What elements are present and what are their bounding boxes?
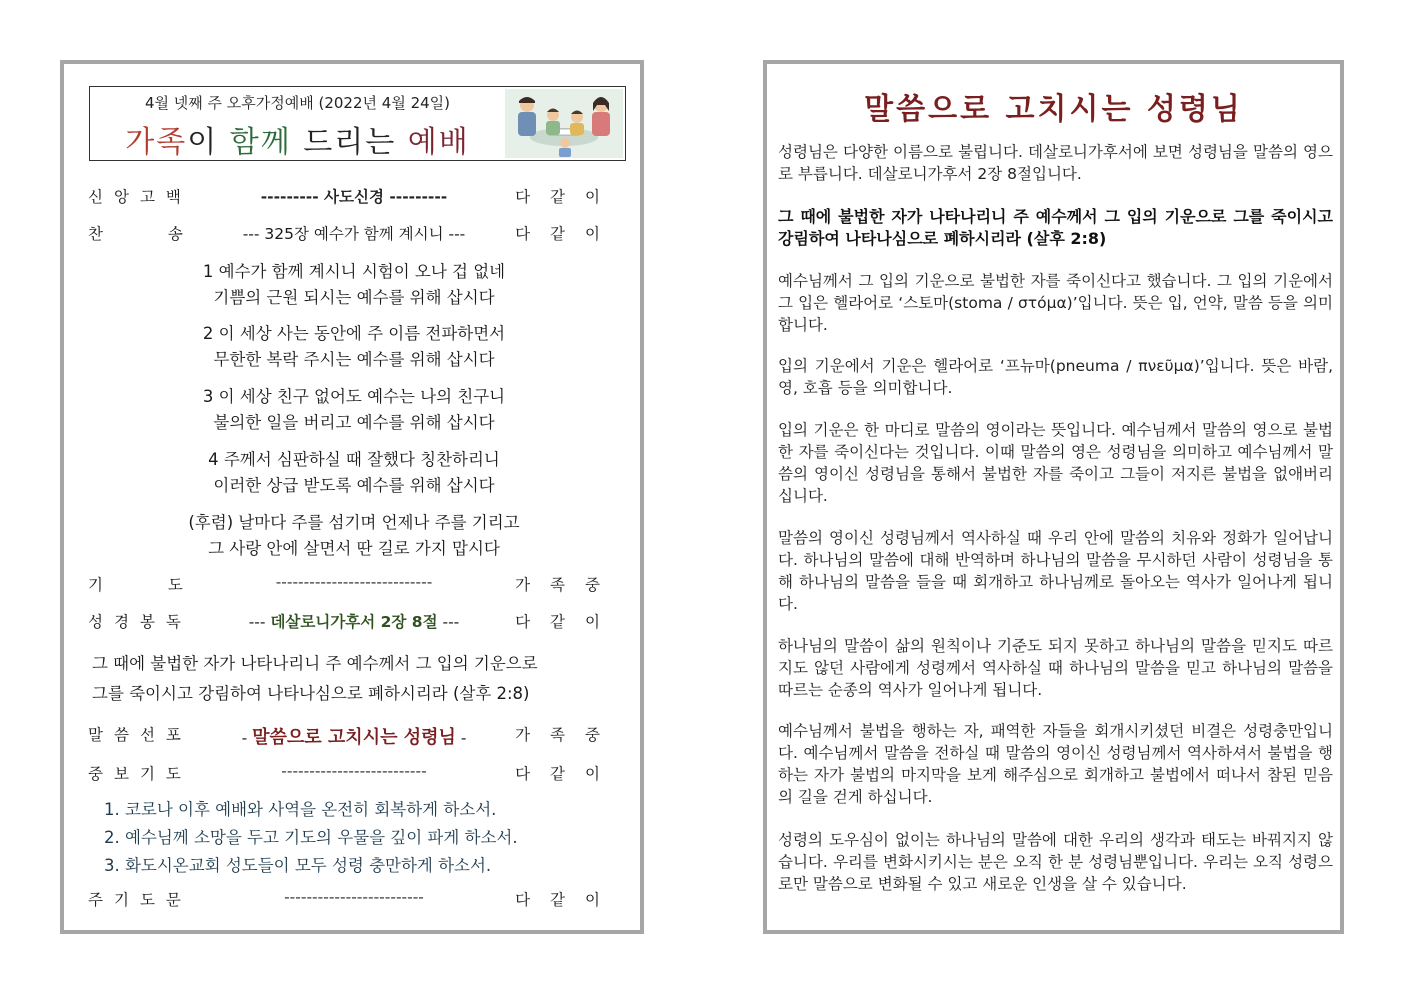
dash: - <box>241 729 248 747</box>
sermon-paragraph: 성령의 도우심이 없이는 하나님의 말씀에 대한 우리의 생각과 태도는 바꿔지지 않습니다. 우리를 변화시키시는 분은 오직 한 분 성령님뿐입니다. 우리는 오직 성령으로만 말씀으로 변화될 수 있고 새로운 인생을 살 수 있습니다. <box>778 831 1333 893</box>
service-date: 4월 넷째 주 오후가정예배 (2022년 4월 24일) <box>144 94 451 112</box>
hymn-line: 기쁨의 근원 되시는 예수를 위해 삽시다 <box>213 288 495 307</box>
prayer-list <box>104 796 624 880</box>
title-word-2: 이 <box>187 125 230 160</box>
sermon-paragraph: 입의 기운에서 기운은 헬라어로 ‘프뉴마(pneuma / πνεῦμα)’입니다. 뜻은 바람, 영, 호흡 등을 의미합니다. <box>778 357 1333 397</box>
hymn-line: 3 이 세상 친구 없어도 예수는 나의 친구니 <box>202 387 506 406</box>
scripture-line: 그를 죽이시고 강림하여 나타나심으로 폐하시리라 (살후 2:8) <box>92 684 530 703</box>
order-participant: 다같이 <box>515 891 620 909</box>
order-label: 찬 송 <box>88 225 213 243</box>
order-row-lords-prayer <box>88 888 620 912</box>
hymn-line: 2 이 세상 사는 동안에 주 이름 전파하면서 <box>202 324 506 343</box>
order-item: --- 325장 예수가 함께 계시니 --- <box>242 225 466 243</box>
order-participant: 가족중 <box>515 576 620 594</box>
order-row-hymn <box>88 222 620 246</box>
hymn-line: 그 사랑 안에 살면서 딴 길로 가지 맙시다 <box>208 539 500 558</box>
service-title <box>90 117 505 161</box>
title-word-family: 가족 <box>125 125 188 160</box>
hymn-verse-4 <box>88 447 620 499</box>
sermon-paragraph: 성령님은 다양한 이름으로 불립니다. 데살로니가후서에 보면 성령님을 말씀의 영으로 부릅니다. 데살로니가후서 2장 8절입니다. <box>778 143 1333 183</box>
sermon-title: 말씀으로 고치시는 성령님 <box>252 727 456 748</box>
family-illustration <box>505 89 623 158</box>
prayer-item: 1. 코로나 이후 예배와 사역을 온전히 회복하게 하소서. <box>104 800 497 819</box>
order-label: 기 도 <box>88 576 213 594</box>
order-participant: 다같이 <box>515 188 620 206</box>
right-page <box>763 60 1344 934</box>
order-label: 중보기도 <box>88 765 192 783</box>
hymn-line: 이러한 상급 받도록 예수를 위해 삽시다 <box>213 476 495 495</box>
sermon-paragraph: 하나님의 말씀이 삶의 원칙이나 기준도 되지 못하고 하나님의 말씀을 믿지도 따르지도 않던 사람에게 성령께서 역사하실 때 하나님의 말씀을 믿고 하나님의 말씀을 따르는 순종의 역사가 일어나게 됩니다. <box>778 637 1333 699</box>
prayer-item: 2. 예수님께 소망을 두고 기도의 우물을 깊이 파게 하소서. <box>104 828 518 847</box>
order-row-sermon <box>88 723 620 747</box>
order-item: ---------------------------- <box>275 573 433 591</box>
order-row-intercession <box>88 762 620 786</box>
scripture-text <box>92 649 622 709</box>
sermon-paragraph: 입의 기운은 한 마디로 말씀의 영이라는 뜻입니다. 예수님께서 말씀의 영으로 불법한 자를 죽이신다는 것입니다. 이때 말씀의 영은 성령님을 의미하고 예수님께서 말씀의 영이신 성령님을 통해서 불법한 자를 죽이고 그들이 저지른 불법을 없애버리십니다. <box>778 421 1333 505</box>
left-page <box>60 60 644 934</box>
scripture-reference: 데살로니가후서 2장 8절 <box>270 613 438 631</box>
order-participant: 다같이 <box>515 225 620 243</box>
hymn-verse-2 <box>88 321 620 373</box>
sermon-paragraph: 말씀의 영이신 성령님께서 역사하실 때 우리 안에 말씀의 치유와 정화가 일어납니다. 하나님의 말씀에 대해 반역하며 하나님의 말씀을 무시하던 사람이 성령님을 통해 하나님의 말씀을 들을 때 회개하고 하나님께로 돌아오는 역사가 일어나게 됩니다. <box>778 529 1333 613</box>
order-label: 말씀선포 <box>88 726 192 744</box>
scripture-line: 그 때에 불법한 자가 나타나리니 주 예수께서 그 입의 기운으로 <box>92 654 538 673</box>
prayer-item: 3. 화도시온교회 성도들이 모두 성령 충만하게 하소서. <box>104 856 492 875</box>
hymn-line: 무한한 복락 주시는 예수를 위해 삽시다 <box>213 350 495 369</box>
sermon-heading: 말씀으로 고치시는 성령님 <box>864 92 1243 127</box>
order-participant: 다같이 <box>515 613 620 631</box>
hymn-refrain <box>88 510 620 562</box>
order-participant: 가족중 <box>515 726 620 744</box>
sermon-scripture-quote: 그 때에 불법한 자가 나타나리니 주 예수께서 그 입의 기운으로 그를 죽이시고 강림하여 나타나심으로 폐하시리라 (살후 2:8) <box>778 207 1333 248</box>
order-item: -------------------------- <box>281 762 427 780</box>
dash: - <box>460 729 467 747</box>
order-label: 성경봉독 <box>88 613 192 631</box>
sermon-paragraph: 예수님께서 불법을 행하는 자, 패역한 자들을 회개시키셨던 비결은 성령충만입니다. 예수님께서 말씀을 전하실 때 말씀의 영이신 성령님께서 역사하셔서 불법을 행하는 자가 불법의 마지막을 보게 해주심으로 회개하고 불법에서 떠나서 참된 믿음의 길을 걷게 하십니다. <box>778 722 1333 806</box>
title-word-together: 함께 <box>229 125 292 160</box>
hymn-line: 1 예수가 함께 계시니 시험이 오나 겁 없네 <box>202 262 506 281</box>
order-label: 신앙고백 <box>88 188 192 206</box>
order-item: ------------------------- <box>284 888 424 906</box>
hymn-line: 4 주께서 심판하실 때 잘했다 칭찬하리니 <box>208 450 500 469</box>
header-box <box>89 86 626 161</box>
hymn-verse-1 <box>88 259 620 311</box>
sermon-paragraph: 예수님께서 그 입의 기운으로 불법한 자를 죽이신다고 했습니다. 그 입의 기운에서 그 입은 헬라어로 ‘스토마(stoma / στόμα)’입니다. 뜻은 입, 언약, 말씀 등을 의미합니다. <box>778 272 1333 334</box>
order-row-prayer <box>88 573 620 597</box>
dash: --- <box>248 613 266 631</box>
order-item: --------- 사도신경 --------- <box>260 188 448 206</box>
hymn-line: (후렴) 날마다 주를 섬기며 언제나 주를 기리고 <box>188 513 520 532</box>
dash: --- <box>442 613 460 631</box>
hymn-verse-3 <box>88 384 620 436</box>
hymn-line: 불의한 일을 버리고 예수를 위해 삽시다 <box>213 413 495 432</box>
title-word-4: 드리는 <box>291 125 408 160</box>
order-row-creed <box>88 185 620 209</box>
order-label: 주기도문 <box>88 891 192 909</box>
title-word-worship: 예배 <box>407 125 470 160</box>
order-participant: 다같이 <box>515 765 620 783</box>
order-row-reading <box>88 610 620 634</box>
